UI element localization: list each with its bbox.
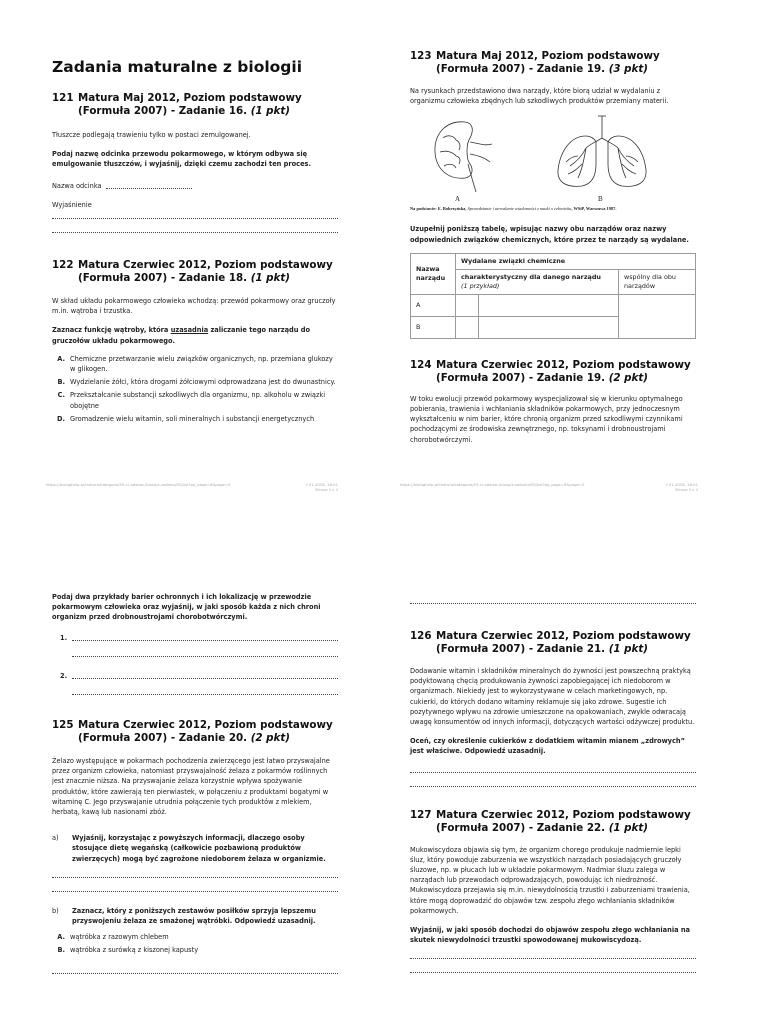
answer-line[interactable] (72, 639, 338, 641)
col-organ-name: Nazwa narządu (411, 253, 456, 294)
task-number: 127 (410, 808, 432, 821)
task-points: (2 pkt) (608, 371, 649, 384)
task-122-heading (52, 259, 338, 285)
page-footer (46, 482, 338, 492)
task-title-line2: (Formuła 2007) - Zadanie 21. (436, 643, 606, 655)
name-label: Nazwa odcinka (52, 181, 102, 190)
task-122-options (52, 354, 338, 424)
answer-line[interactable] (410, 771, 696, 773)
option-a[interactable]: A. wątróbka z razowym chlebem (57, 933, 169, 942)
task-123-heading (410, 50, 696, 76)
name-answer-line[interactable] (106, 187, 192, 189)
task-123-intro: Na rysunkach przedstawiono dwa narządy, które biorą udział w wydalaniu z organizmu człowieka zbędnych lub szkodliwych produktów przemiany materii. (410, 87, 669, 106)
footer-url[interactable]: https://biologhelp.pl/matura/kategoria/55-cl-odslaw-/klasa/z-zadania/SS/list?pp_page=6&page=5 (400, 482, 585, 487)
task-126-intro: Dodawanie witamin i składników mineralnych do żywności jest powszechną praktyką podyktowaną chęcią produkowania żywności zapobiegającej ich niedoborom w organizmach. Niekiedy jest to wykorzystywane w celach marketingowych, np. cukierki, do których dodano witaminy reklamuje się jako zdrowe. Sugestie ich pozytywnego wpływu na zdrowie umieszczone na opakowaniach, zwykle odwracają uwagę konsumentów od innych informacji, dotyczących wartości odżywczej produktu. (410, 667, 695, 727)
organs-figure (410, 112, 696, 204)
option-b[interactable]: B. Wydzielanie żółci, która drogami żółciowymi odprowadzana jest do dwunastnicy. (57, 378, 336, 387)
answer-line[interactable] (410, 971, 696, 973)
task-title-line1: Matura Czerwiec 2012, Poziom podstawowy (436, 630, 691, 642)
task-125-heading (52, 719, 338, 745)
page-footer (400, 482, 698, 492)
task-125-options (52, 932, 338, 955)
task-127-question: Wyjaśnij, w jaki sposób dochodzi do objawów zespołu złego wchłaniania na skutek niewydolności trzustki spowodowanej mukowiscydozą. (410, 926, 690, 945)
page-4 (384, 512, 768, 1024)
subtask-a: a) Wyjaśnij, korzystając z powyższych informacji, dlaczego osoby stosujące dietę wegańską (całkowicie pozbawioną produktów zwierzęcych) mogą być zagrożone niedoborem żelaza w organizmie. (52, 834, 326, 863)
answer-line[interactable] (72, 677, 338, 679)
answer-line[interactable] (72, 693, 338, 695)
kidney-drawing (435, 122, 492, 192)
task-127-intro: Mukowiscydoza objawia się tym, że organizm chorego produkuje nadmiernie lepki śluz, który powoduje zaburzenia we wszystkich narządach posiadających gruczoły śluzowe, np. w płucach lub w układzie pokarmowym. Nadmiar śluzu zalega w narządach lub przewodach odprowadzających, powodując ich niedrożność. Mukowiscydoza przejawia się m.in. niewydolnością trzustki i zaburzeniami trawienia, które mogą doprowadzić do objawów tzw. zespołu złego wchłaniania składników pokarmowych. (410, 845, 690, 915)
task-number: 122 (52, 259, 74, 272)
answer-line[interactable] (52, 890, 338, 892)
task-number: 125 (52, 719, 74, 732)
task-points: (1 pkt) (250, 105, 291, 117)
task-123-question: Uzupełnij poniższą tabelę, wpisując nazwy obu narządów oraz nazwy odpowiednich związków chemicznych, które przez te narządy są wydalane. (410, 225, 689, 244)
col-common: wspólny dla obu narządów (619, 269, 696, 294)
cell-char-a[interactable] (479, 294, 619, 316)
answer-line[interactable] (410, 785, 696, 787)
task-number: 126 (410, 630, 432, 642)
cell-organ-b[interactable] (456, 316, 479, 338)
footer-url[interactable]: https://biologhelp.pl/matura/kategoria/55-cl-odslaw-/klasa/z-zadania/SS/list?pp_page=6&page=5 (46, 482, 231, 487)
task-number: 124 (410, 358, 432, 371)
task-title-line2: (Formuła 2007) - Zadanie 19. (436, 371, 606, 384)
task-122-intro: W skład układu pokarmowego człowieka wchodzą: przewód pokarmowy oraz gruczoły m.in. wątroba i trzustka. (52, 297, 336, 316)
task-title-line1: Matura Maj 2012, Poziom podstawowy (78, 92, 302, 104)
answer-line[interactable] (72, 655, 338, 657)
task-126-heading (410, 630, 696, 656)
footer-info: 7.01.2026, 18:01 Strona 2 z 4 (665, 482, 698, 492)
cell-organ-a[interactable] (456, 294, 479, 316)
task-title-line2: (Formuła 2007) - Zadanie 19. (436, 63, 606, 75)
answer-line[interactable] (410, 602, 696, 604)
label-a: A (455, 195, 461, 204)
task-title-line2: (Formuła 2007) - Zadanie 18. (78, 272, 248, 285)
page-3 (0, 512, 384, 1024)
task-title-line2: (Formuła 2007) - Zadanie 22. (436, 821, 606, 834)
task-points: (1 pkt) (250, 272, 291, 285)
task-124-heading (410, 359, 696, 385)
answer-line[interactable] (52, 876, 338, 878)
explain-label: Wyjaśnienie (52, 200, 92, 209)
answer-line[interactable] (52, 231, 338, 233)
answer-line[interactable] (52, 972, 338, 974)
row-a-label: A (411, 294, 456, 316)
task-points: (3 pkt) (608, 63, 649, 75)
task-121-heading (52, 92, 338, 118)
answer-2: 2. (52, 671, 338, 681)
row-b-label: B (411, 316, 456, 338)
task-number: 123 (410, 50, 432, 62)
task-points: (1 pkt) (608, 643, 649, 655)
task-121-intro: Tłuszcze podlegają trawieniu tylko w postaci zemulgowanej. (52, 131, 251, 139)
col-characteristic: charakterystyczny dla danego narządu (1 przykład) (456, 269, 619, 294)
page-1 (0, 0, 384, 512)
task-125-intro: Żelazo występujące w pokarmach pochodzenia zwierzęcego jest łatwo przyswajalne przez organizm człowieka, natomiast przyswajalność żelaza z pokarmów roślinnych jest znacznie niższa. Na przyswajanie żelaza korzystnie wpływa spożywanie produktów, które zawierają ten pierwiastek, w połączeniu z produktami bogatymi w witaminę C. Jego przyswajanie utrudnia połączenie tych produktów z mlekiem, herbatą, kawą lub nasionami zbóż. (52, 757, 330, 817)
task-points: (1 pkt) (608, 821, 649, 834)
label-b: B (598, 195, 603, 204)
task-title-line1: Matura Czerwiec 2012, Poziom podstawowy (436, 808, 691, 821)
lungs-drawing (558, 116, 646, 186)
task-title-line1: Matura Maj 2012, Poziom podstawowy (436, 50, 660, 62)
option-b[interactable]: B. wątróbka z surówką z kiszonej kapusty (57, 946, 199, 955)
document-title: Zadania maturalne z biologii (52, 58, 303, 76)
task-number: 121 (52, 92, 74, 104)
task-points: (2 pkt) (250, 732, 291, 745)
task-title-line1: Matura Czerwiec 2012, Poziom podstawowy (78, 719, 333, 732)
task-title-line1: Matura Czerwiec 2012, Poziom podstawowy (436, 358, 691, 371)
subtask-b: b) Zaznacz, który z poniższych zestawów posiłków sprzyja lepszemu przyswojeniu żelaza ze smażonej wątróbki. Odpowiedź uzasadnij. (52, 906, 316, 926)
task-121-question: Podaj nazwę odcinka przewodu pokarmowego, w którym odbywa się emulgowanie tłuszczów, i wyjaśnij, dzięki czemu zachodzi ten proces. (52, 150, 311, 169)
task-124-question: Podaj dwa przykłady barier ochronnych i ich lokalizację w przewodzie pokarmowym człowieka oraz wyjaśnij, w jaki sposób każda z nich chroni organizm przed drobnoustrojami chorobotwórczymi. (52, 593, 321, 622)
task-title-line2: (Formuła 2007) - Zadanie 16. (78, 105, 248, 117)
cell-char-b[interactable] (479, 316, 619, 338)
cell-common[interactable] (619, 294, 696, 338)
task-126-question: Oceń, czy określenie cukierków z dodatkiem witamin mianem „zdrowych” jest właściwe. Odpowiedź uzasadnij. (410, 737, 685, 756)
answer-line[interactable] (52, 217, 338, 219)
task-title-line2: (Formuła 2007) - Zadanie 20. (78, 732, 248, 745)
task-title-line1: Matura Czerwiec 2012, Poziom podstawowy (78, 259, 333, 272)
task-124-intro: W toku ewolucji przewód pokarmowy wyspecjalizował się w kierunku optymalnego pobierania, trawienia i wchłaniania składników pokarmowych, przy jednoczesnym wykształceniu w nim barier, które chronią organizm przed szkodliwymi czynnikami pochodzącymi ze środowiska zewnętrznego, np. toksynami i drobnoustrojami chorobotwórczymi. (410, 394, 683, 444)
col-group: Wydalane związki chemiczne (456, 253, 696, 269)
excretion-table (410, 253, 696, 339)
figure-caption: Na podstawie: E. Bobrzyńska, Sprawdzianie i utrwalanie wiadomości z nauki o człowieku, WSiP, Warszawa 1987. (410, 206, 617, 212)
answer-1: 1. (52, 633, 338, 643)
option-a[interactable]: A. Chemiczne przetwarzanie wielu związków organicznych, np. przemiana glukozy w glikogen. (57, 354, 333, 374)
task-127-heading (410, 809, 696, 835)
option-c[interactable]: C. Przekształcanie substancji szkodliwych dla organizmu, np. alkoholu w związki obojętne (57, 391, 326, 410)
task-122-question: Zaznacz funkcję wątroby, która uzasadnia zaliczanie tego narządu do gruczołów układu pokarmowego. (52, 326, 311, 345)
answer-line[interactable] (410, 957, 696, 959)
footer-info: 7.01.2026, 18:01 Strona 1 z 4 (305, 482, 338, 492)
page-2 (384, 0, 768, 512)
option-d[interactable]: D. Gromadzenie wielu witamin, soli mineralnych i substancji energetycznych (57, 414, 315, 423)
